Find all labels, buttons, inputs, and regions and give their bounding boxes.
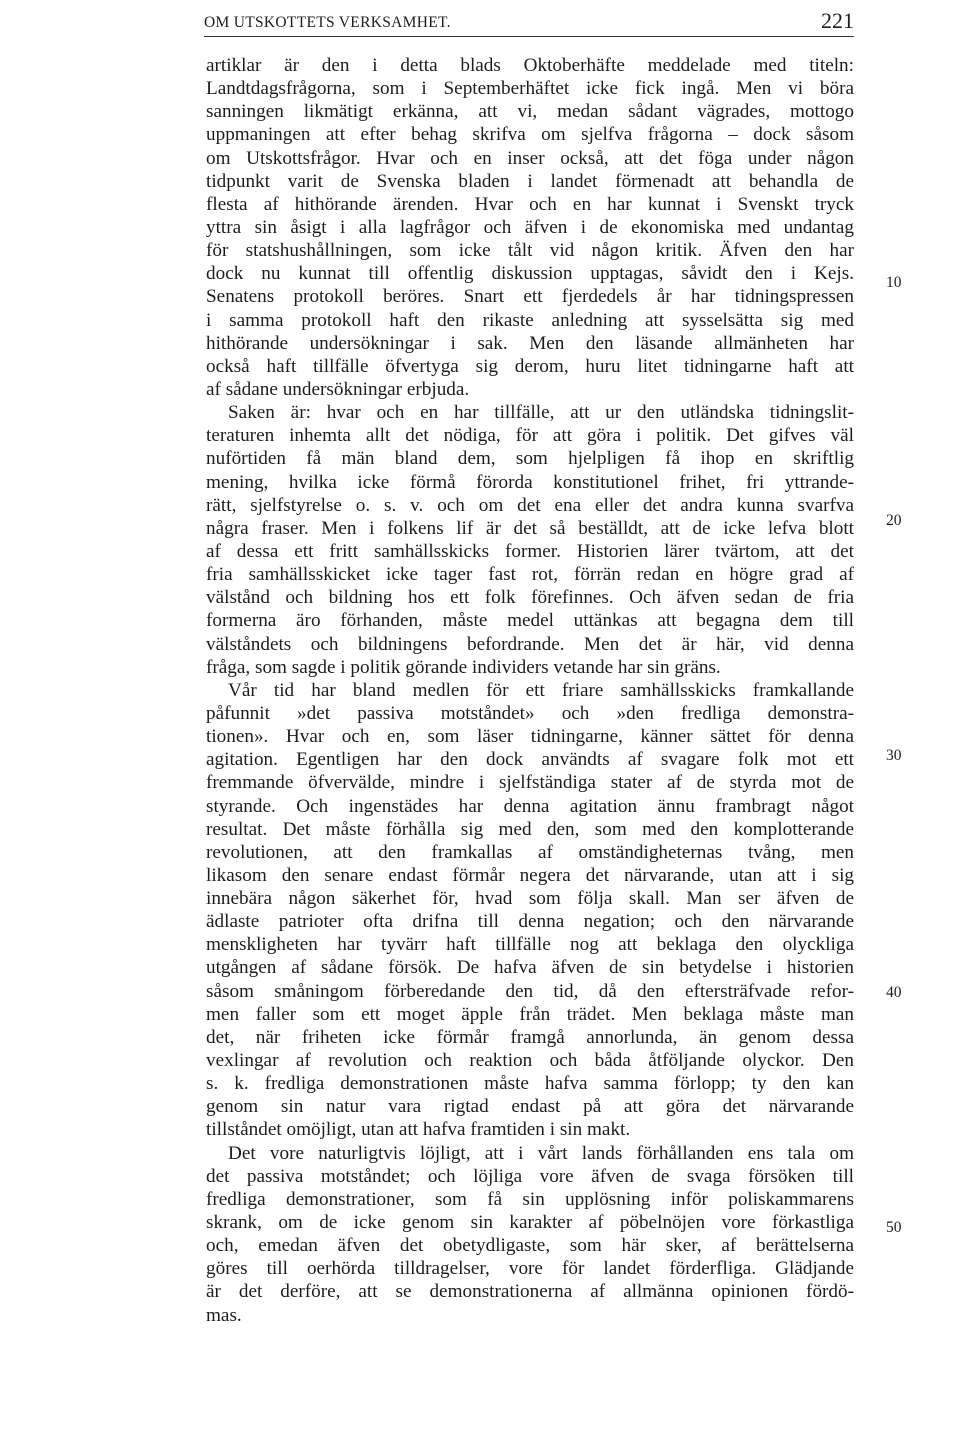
text-line: men faller som ett moget äpple från trädet. Men beklaga måste man — [206, 1003, 854, 1025]
text-line: agitation. Egentligen har den dock användts af svagare folk mot ett — [206, 749, 854, 771]
text-line: Saken är: hvar och en har tillfälle, att ur den utländska tidningslit- — [228, 402, 854, 424]
text-line: påfunnit »det passiva motståndet» och »den fredliga demonstra- — [206, 702, 854, 724]
running-head: OM UTSKOTTETS VERKSAMHET. — [204, 14, 451, 31]
text-line: resultat. Det måste förhålla sig med den, som med den komplotterande — [206, 818, 854, 840]
text-line: Landtdagsfrågorna, som i Septemberhäftet icke fick ingå. Men vi böra — [206, 78, 854, 100]
text-line: hithörande undersökningar i sak. Men den läsande allmänheten har — [206, 332, 854, 354]
text-line: utgången af sådane försök. De hafva äfven de sin betydelse i historien — [206, 957, 854, 979]
text-line: innebära någon säkerhet för, hvad som följa skall. Man ser äfven de — [206, 888, 854, 910]
page-number: 221 — [821, 8, 854, 33]
text-line: också haft tillfälle öfvertyga sig derom, huru litet tidningarne haft att — [206, 355, 854, 377]
text-line: tillståndet omöjligt, utan att hafva framtiden i sin makt. — [206, 1119, 631, 1141]
text-line: Det vore naturligtvis löjligt, att i vårt lands förhållanden ens tala om — [228, 1142, 854, 1164]
text-line: göres till oerhörda tilldragelser, vore för landet förderfliga. Glädjande — [206, 1258, 854, 1280]
line-number-marker: 30 — [886, 747, 902, 764]
page-header — [204, 6, 854, 37]
text-line: nuförtiden få män bland dem, som hjelpligen få ihop en skriftlig — [206, 448, 854, 470]
text-line: några fraser. Men i folkens lif är det så beställdt, att de icke lefva blott — [206, 517, 854, 539]
text-line: af dessa ett fritt samhällsskicks former. Historien lärer tvärtom, att det — [206, 540, 854, 562]
text-line: mas. — [206, 1304, 242, 1326]
text-line: tidpunkt varit de Svenska bladen i landet förmenadt att behandla de — [206, 170, 854, 192]
text-line: likasom den senare endast förmår negera det närvarande, utan att i sig — [206, 864, 854, 886]
text-line: det, när friheten icke förmår framgå annorlunda, än genom dessa — [206, 1026, 854, 1048]
text-line: Vår tid har bland medlen för ett friare samhällsskicks framkallande — [228, 679, 854, 701]
text-line: fredliga demonstrationer, som få sin upplösning inför poliskammarens — [206, 1188, 854, 1210]
text-line: teraturen inhemta allt det nödiga, för att göra i politik. Det gifves väl — [206, 425, 854, 447]
text-line: och, emedan äfven det obetydligaste, som här sker, af berättelserna — [206, 1235, 854, 1257]
text-line: fria samhällsskicket icke tager fast rot, förrän redan en högre grad af — [206, 564, 854, 586]
text-line: såsom småningom förberedande den tid, då den eftersträfvade refor- — [206, 980, 854, 1002]
text-line: styrande. Och ingenstädes har denna agitation ännu frambragt något — [206, 795, 854, 817]
text-line: yttra sin åsigt i alla lagfrågor och äfven i de ekonomiska med undantag — [206, 216, 854, 238]
text-line: ädlaste patrioter ofta drifna till denna negation; och den närvarande — [206, 911, 854, 933]
text-line: i samma protokoll haft den rikaste anledning att sysselsätta sig med — [206, 309, 854, 331]
text-line: artiklar är den i detta blads Oktoberhäfte meddelade med titeln: — [206, 55, 854, 76]
line-number-marker: 40 — [886, 984, 902, 1001]
text-line: det passiva motståndet; och löjliga vore äfven de svaga försöken till — [206, 1165, 854, 1187]
text-line: vexlingar af revolution och reaktion och båda åtföljande olyckor. Den — [206, 1050, 854, 1072]
text-line: mening, hvilka icke förmå förorda konstitutionel frihet, fri yttrande- — [206, 471, 854, 493]
text-line: fråga, som sagde i politik görande individers vetande har sin gräns. — [206, 656, 721, 678]
text-line: s. k. fredliga demonstrationen måste hafva samma förlopp; ty den kan — [206, 1073, 854, 1095]
text-line: uppmaningen att efter behag skrifva om sjelfva frågorna – dock såsom — [206, 124, 854, 146]
text-line: Senatens protokoll beröres. Snart ett fjerdedels år har tidningspressen — [206, 286, 854, 308]
text-line: välståndets och bildningens befordrande. Men det är här, vid denna — [206, 633, 854, 655]
text-line: formerna äro förhanden, måste medel uttänkas att begagna dem till — [206, 610, 854, 632]
text-line: flesta af hithörande ärenden. Hvar och en har kunnat i Svenskt tryck — [206, 193, 854, 215]
line-number-marker: 20 — [886, 512, 902, 529]
text-line: menskligheten har tyvärr haft tillfälle nog att beklaga den olyckliga — [206, 934, 854, 956]
text-line: för statshushållningen, som icke tålt vid någon kritik. Äfven den har — [206, 240, 854, 262]
text-line: genom sin natur vara rigtad endast på att göra det närvarande — [206, 1096, 854, 1118]
text-line: fremmande öfvervälde, mindre i sjelfständiga stater af de styrda mot de — [206, 772, 854, 794]
line-number-marker: 10 — [886, 274, 902, 291]
line-number-marker: 50 — [886, 1219, 902, 1236]
text-line: välstånd och bildning hos ett folk förefinnes. Och äfven sedan de fria — [206, 587, 854, 609]
text-line: af sådane undersökningar erbjuda. — [206, 378, 470, 400]
text-line: är det derföre, att se demonstrationerna af allmänna opinionen fördö- — [206, 1281, 854, 1303]
text-line: sanningen likmätigt erkänna, att vi, medan sådant vägrades, mottogo — [206, 101, 854, 123]
text-line: dock nu kunnat till offentlig diskussion upptagas, såvidt den i Kejs. — [206, 263, 854, 285]
text-line: skrank, om de icke genom sin karakter af pöbelnöjen vore förkastliga — [206, 1212, 854, 1234]
text-line: tionen». Hvar och en, som läser tidningarne, känner sättet för denna — [206, 726, 854, 748]
text-line: revolutionen, att den framkallas af omständigheternas tvång, men — [206, 841, 854, 863]
body-text — [206, 54, 854, 1327]
text-line: rätt, sjelfstyrelse o. s. v. och om det ena eller det andra kunna svarfva — [206, 494, 854, 516]
text-line: om Utskottsfrågor. Hvar och en inser också, att det föga under någon — [206, 147, 854, 169]
